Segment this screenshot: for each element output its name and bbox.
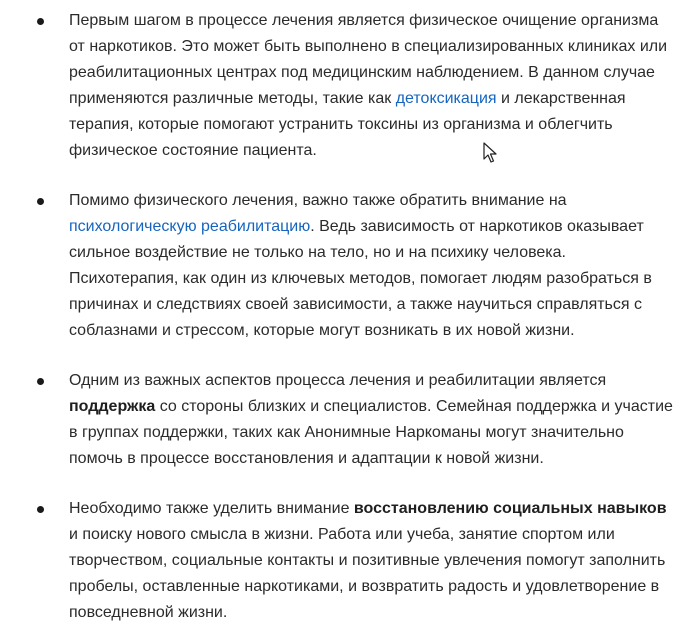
bullet-list [0, 8, 700, 626]
bullet-dot-icon [37, 198, 44, 205]
item-text: и лекарственная терапия, которые помогают устранить токсины из организма и облегчить физическое состояние пациента. [69, 90, 626, 159]
bullet-dot-icon [37, 18, 44, 25]
item-text: и поиску нового смысла в жизни. Работа или учеба, занятие спортом или творчеством, социальные контакты и позитивные увлечения помогут заполнить пробелы, оставленные наркотиками, и возвратить радость и удовлетворение в повседневной жизни. [69, 526, 666, 621]
bullet-dot-icon [37, 378, 44, 385]
item-text: . Ведь зависимость от наркотиков оказывает сильное воздействие не только на тело, но и на психику человека. Психотерапия, как один из ключевых методов, помогает людям разобраться в причинах и следствиях своей зависимости, а также научиться справляться с соблазнами и стрессом, которые могут возникать в их новой жизни. [69, 218, 652, 339]
link-psychological-rehabilitation[interactable]: психологическую реабилитацию [69, 218, 311, 235]
article-content [0, 8, 700, 626]
bold-text-support: поддержка [69, 398, 156, 415]
list-item [0, 368, 700, 472]
list-item [0, 496, 700, 626]
item-text: Необходимо также уделить внимание [69, 500, 354, 517]
mouse-pointer-icon [482, 142, 498, 164]
link-detoxification[interactable]: детоксикация [395, 90, 497, 107]
list-item [0, 188, 700, 344]
item-text: Одним из важных аспектов процесса лечения и реабилитации является [69, 372, 607, 389]
bullet-dot-icon [37, 506, 44, 513]
item-text: со стороны близких и специалистов. Семейная поддержка и участие в группах поддержки, таких как Анонимные Наркоманы могут значительно помочь в процессе восстановления и адаптации к новой жизни. [69, 398, 673, 467]
bold-text-social-skills: восстановлению социальных навыков [353, 500, 667, 517]
item-text: Помимо физического лечения, важно также обратить внимание на [69, 192, 567, 209]
list-item [0, 8, 700, 164]
item-text: Первым шагом в процессе лечения является физическое очищение организма от наркотиков. Это может быть выполнено в специализированных клиниках или реабилитационных центрах под медицинским наблюдением. В данном случае применяются различные методы, такие как [69, 12, 668, 107]
